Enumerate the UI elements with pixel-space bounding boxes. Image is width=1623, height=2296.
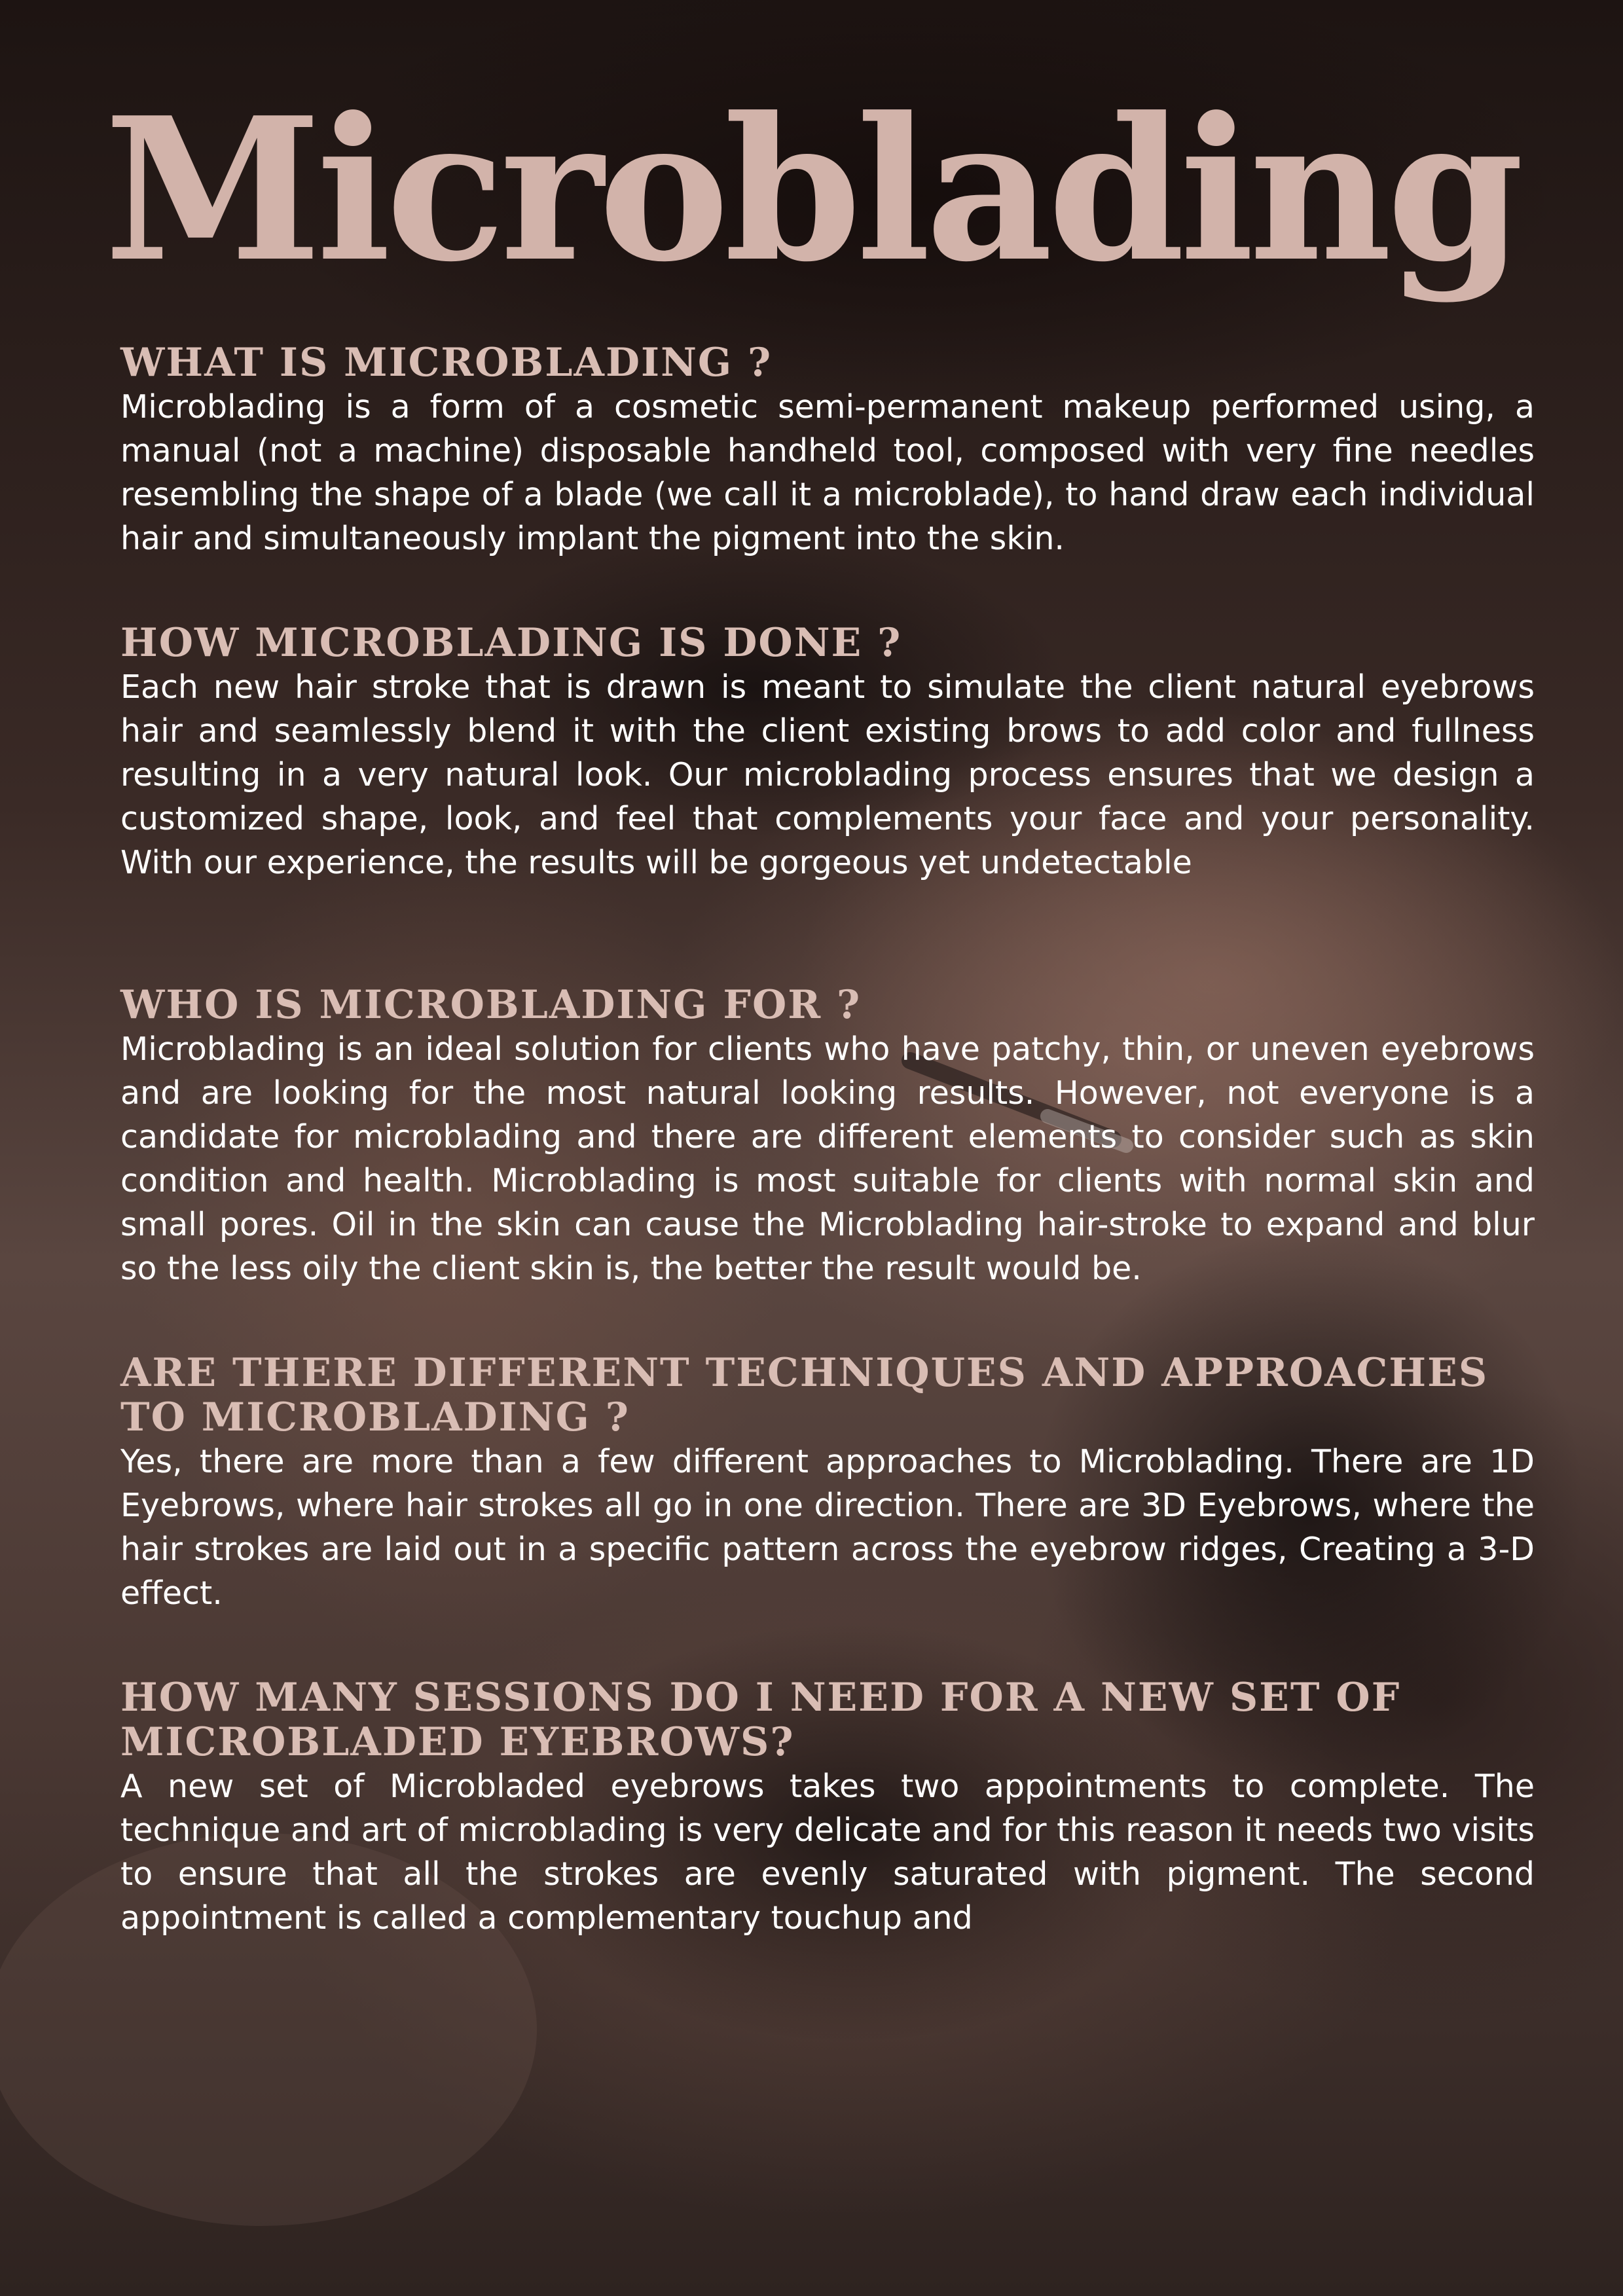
section-heading: WHAT IS MICROBLADING ? bbox=[120, 340, 773, 386]
page-title: Microblading bbox=[104, 74, 1519, 305]
faq-section-techniques bbox=[120, 1351, 1535, 1615]
section-body: Yes, there are more than a few different approaches to Microblading. There are 1D Eyebrows, where hair strokes all go in one direction. There are 3D Eyebrows, where the hair strokes are laid out in a specific pattern across the eyebrow ridges, Creating a 3-D effect. bbox=[120, 1443, 1535, 1612]
section-heading: WHO IS MICROBLADING FOR ? bbox=[120, 982, 862, 1028]
section-body: Each new hair stroke that is drawn is meant to simulate the client natural eyebrows hair and seamlessly blend it with the client existing brows to add color and fullness resulting in a very natural look. Our microblading process ensures that we design a customized shape, look, and feel that complements your face and your personality. With our experience, the results will be gorgeous yet undetectable bbox=[120, 668, 1535, 881]
section-heading: HOW MANY SESSIONS DO I NEED FOR A NEW SET OF MICROBLADED EYEBROWS? bbox=[120, 1675, 1401, 1765]
faq-section-sessions bbox=[120, 1675, 1535, 1940]
faq-section-who bbox=[120, 983, 1535, 1290]
faq-section-how bbox=[120, 621, 1535, 884]
section-heading: HOW MICROBLADING IS DONE ? bbox=[120, 620, 902, 666]
faq-section-what bbox=[120, 340, 1535, 560]
section-body: A new set of Microbladed eyebrows takes two appointments to complete. The technique and art of microblading is very delicate and for this reason it needs two visits to ensure that all the strokes are evenly saturated with pigment. The second appointment is called a complementary touchup and bbox=[120, 1768, 1535, 1937]
section-heading: ARE THERE DIFFERENT TECHNIQUES AND APPROACHES TO MICROBLADING ? bbox=[120, 1350, 1489, 1440]
section-body: Microblading is a form of a cosmetic semi-permanent makeup performed using, a manual (not a machine) disposable handheld tool, composed with very fine needles resembling the shape of a blade (we call it a microblade), to hand draw each individual hair and simultaneously implant the pigment into the skin. bbox=[120, 388, 1535, 557]
faq-content bbox=[120, 340, 1535, 2000]
section-body: Microblading is an ideal solution for clients who have patchy, thin, or uneven eyebrows and are looking for the most natural looking results. However, not everyone is a candidate for microblading and there are different elements to consider such as skin condition and health. Microblading is most suitable for clients with normal skin and small pores. Oil in the skin can cause the Microblading hair-stroke to expand and blur so the less oily the client skin is, the better the result would be. bbox=[120, 1030, 1535, 1287]
